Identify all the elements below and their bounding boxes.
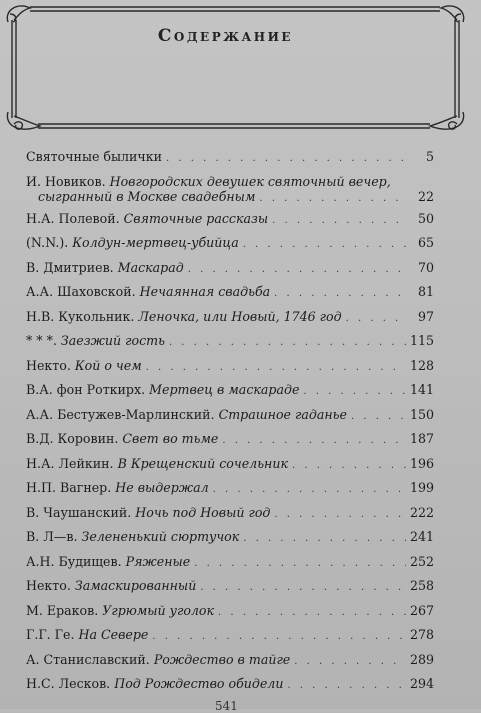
leader-dots <box>243 237 408 253</box>
toc-work-title: Страшное гаданье <box>218 406 347 422</box>
toc-page-number: 150 <box>409 406 434 422</box>
toc-page-number: 294 <box>409 676 434 691</box>
toc-page-number: 141 <box>409 382 434 397</box>
toc-entry <box>26 382 434 400</box>
toc-author: И. Новиков. <box>26 173 106 189</box>
leader-dots <box>294 654 406 670</box>
leader-dots <box>152 629 406 645</box>
toc-author: Некто. <box>26 578 71 593</box>
toc-author: Святочные былички <box>26 149 163 164</box>
toc-author: Н.А. Полевой. <box>26 210 120 226</box>
toc-work-title: Рождество в тайге <box>153 651 291 667</box>
leader-dots <box>274 286 408 302</box>
toc-author: Н.П. Вагнер. <box>26 480 112 495</box>
toc-entry <box>26 309 434 327</box>
toc-author: Г.Г. Ге. <box>26 627 75 642</box>
leader-dots <box>287 678 406 694</box>
leader-dots <box>222 433 406 449</box>
toc-work-title: Свет во тьме <box>122 431 219 446</box>
toc-page-number: 196 <box>409 455 434 471</box>
toc-entry <box>26 333 434 351</box>
toc-page-number: 289 <box>409 651 434 667</box>
toc-author: В. Л—в. <box>26 529 78 544</box>
toc-entry <box>26 676 434 694</box>
toc-work-title: В Крещенский сочельник <box>117 455 288 471</box>
ornamental-frame <box>0 0 481 135</box>
leader-dots <box>200 580 406 596</box>
toc-entry <box>26 149 434 167</box>
toc-work-title: Ночь под Новый год <box>135 504 271 520</box>
leader-dots <box>259 191 408 207</box>
toc-author: (N.N.). <box>26 235 69 250</box>
toc-entry <box>26 211 434 229</box>
leader-dots <box>292 458 406 474</box>
toc-entry <box>26 358 434 376</box>
toc-author: Н.А. Лейкин. <box>26 455 114 471</box>
toc-entry <box>26 174 434 207</box>
toc-work-title: Новгородских девушек святочный вечер, <box>109 173 391 189</box>
leader-dots <box>346 311 408 327</box>
toc-page-number: 97 <box>417 308 434 324</box>
toc-page-number: 222 <box>409 504 434 520</box>
toc-page-number: 252 <box>409 553 434 569</box>
toc-author: В. Чаушанский. <box>26 504 132 520</box>
toc-author: А.А. Бестужев-Марлинский. <box>26 406 215 422</box>
toc-entry <box>26 480 434 498</box>
toc-entry <box>26 603 434 621</box>
toc-page-number: 258 <box>409 578 434 593</box>
toc-entry <box>26 652 434 670</box>
toc-author: М. Ераков. <box>26 602 99 618</box>
page-number: 541 <box>215 699 238 713</box>
toc-page-number: 22 <box>417 189 434 204</box>
toc-entry <box>26 529 434 547</box>
toc-page-number: 81 <box>417 284 434 299</box>
leader-dots <box>166 151 408 167</box>
toc-entry <box>26 505 434 523</box>
toc-author: В. Дмитриев. <box>26 259 114 275</box>
toc-work-title: Кой о чем <box>74 357 142 373</box>
toc-author: А. Станиславский. <box>26 651 150 667</box>
toc-work-title: Нечаянная свадьба <box>139 284 271 299</box>
toc-work-title: Колдун-мертвец-убийца <box>72 235 239 250</box>
toc-page-number: 278 <box>409 627 434 642</box>
toc-entry <box>26 235 434 253</box>
toc-page-number: 50 <box>417 210 434 226</box>
toc-work-title: Маскарад <box>117 259 184 275</box>
toc-work-title: Мертвец в маскараде <box>149 382 300 397</box>
toc-author: * * *. <box>26 333 57 348</box>
toc-page-number: 241 <box>409 529 434 544</box>
leader-dots <box>188 262 408 278</box>
toc-author: В.Д. Коровин. <box>26 431 119 446</box>
toc-page-number: 5 <box>425 149 434 164</box>
leader-dots <box>272 213 408 229</box>
toc-entry <box>26 627 434 645</box>
toc-work-title: Леночка, или Новый, 1746 год <box>138 308 342 324</box>
toc-entry <box>26 407 434 425</box>
toc-work-title: Ряженые <box>125 553 191 569</box>
leader-dots <box>351 409 406 425</box>
toc-author: Н.С. Лесков. <box>26 676 111 691</box>
leader-dots <box>303 384 406 400</box>
toc-page-number: 199 <box>409 480 434 495</box>
toc-page-number: 70 <box>417 259 434 275</box>
toc-author: В.А. фон Роткирх. <box>26 382 146 397</box>
toc-work-title-continued: сыгранный в Москве свадебным <box>38 189 256 204</box>
toc-page-number: 267 <box>409 602 434 618</box>
toc-entry <box>26 284 434 302</box>
table-of-contents <box>26 149 434 701</box>
toc-page-number: 115 <box>409 333 434 348</box>
toc-page-number: 187 <box>409 431 434 446</box>
leader-dots <box>194 556 406 572</box>
toc-work-title: Угрюмый уголок <box>102 602 215 618</box>
toc-work-title: Не выдержал <box>115 480 209 495</box>
toc-author: Некто. <box>26 357 71 373</box>
toc-page-number: 128 <box>409 357 434 373</box>
leader-dots <box>169 335 406 351</box>
toc-work-title: Святочные рассказы <box>123 210 269 226</box>
leader-dots <box>213 482 406 498</box>
toc-author: А.Н. Будищев. <box>26 553 122 569</box>
toc-author: А.А. Шаховской. <box>26 284 136 299</box>
toc-work-title: Заезжий гость <box>60 333 165 348</box>
toc-work-title: Зелененький сюртучок <box>81 529 240 544</box>
toc-work-title: Замаскированный <box>74 578 197 593</box>
leader-dots <box>243 531 406 547</box>
toc-entry <box>26 260 434 278</box>
toc-page-number: 65 <box>417 235 434 250</box>
leader-dots <box>274 507 406 523</box>
leader-dots <box>218 605 406 621</box>
toc-entry <box>26 578 434 596</box>
page-title: Содержание <box>157 26 294 46</box>
toc-entry <box>26 554 434 572</box>
toc-work-title: Под Рождество обидели <box>114 676 284 691</box>
toc-entry <box>26 456 434 474</box>
toc-author: Н.В. Кукольник. <box>26 308 135 324</box>
toc-work-title: На Севере <box>78 627 149 642</box>
toc-entry <box>26 431 434 449</box>
leader-dots <box>146 360 406 376</box>
